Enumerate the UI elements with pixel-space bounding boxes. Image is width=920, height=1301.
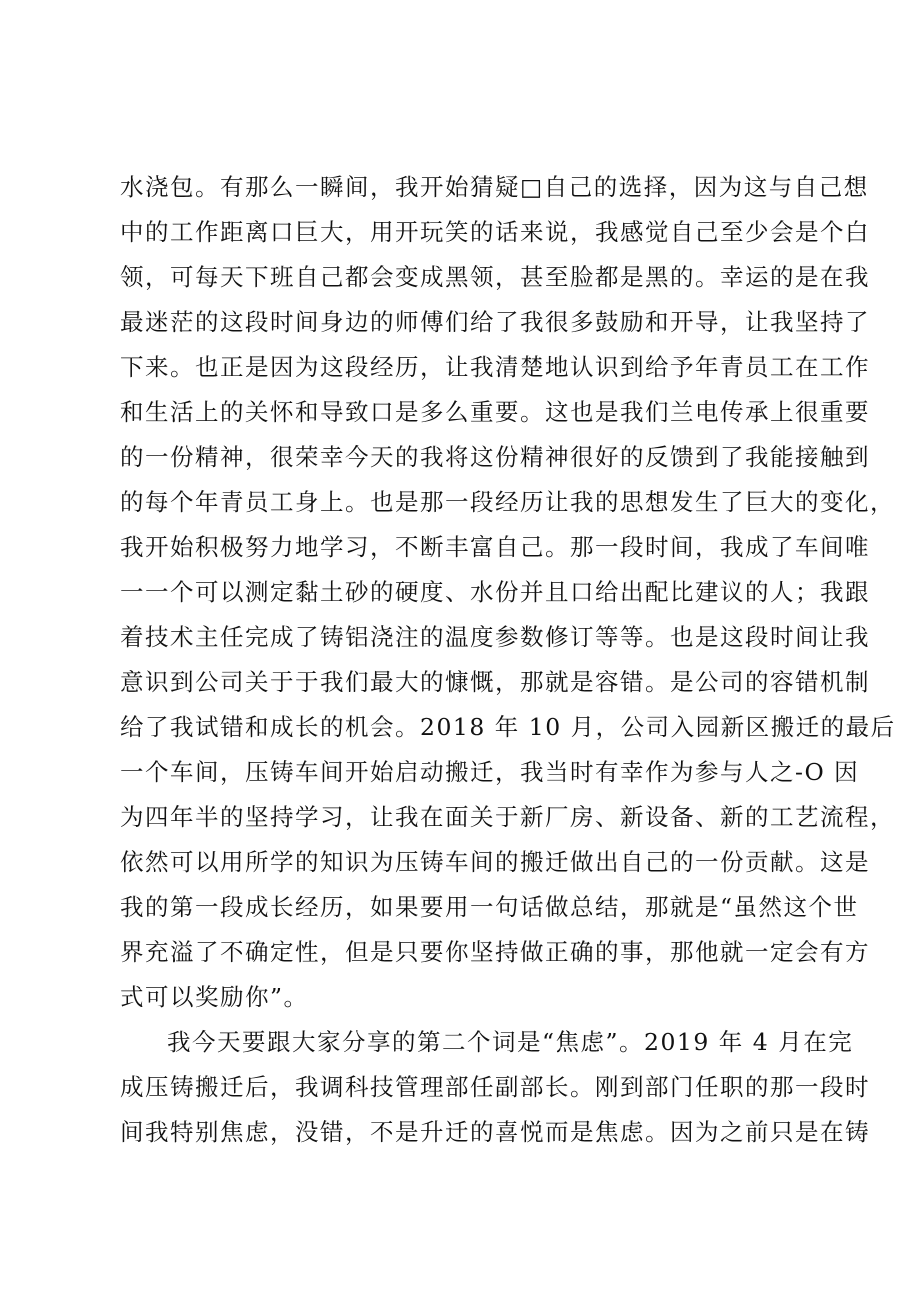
text-line-17: 我的第一段成长经历，如果要用一句话做总结，那就是“虽然这个世: [120, 893, 859, 921]
text-line-11: 着技术主任完成了铸铝浇注的温度参数修订等等。也是这段时间让我: [120, 623, 870, 651]
text-line-12: 意识到公司关于于我们最大的慷慨，那就是容错。是公司的容错机制: [120, 668, 870, 696]
text-line-15: 为四年半的坚持学习，让我在面关于新厂房、新设备、新的工艺流程，: [120, 803, 895, 831]
text-line-19: 式可以奖励你”。: [120, 983, 309, 1011]
text-line-10: 一一个可以测定黏土砂的硬度、水份并且口给出配比建议的人；我跟: [120, 578, 870, 606]
text-line-7: 的一份精神，很荣幸今天的我将这份精神很好的反馈到了我能接触到: [120, 443, 870, 471]
text-line-22: 间我特别焦虑，没错，不是升迁的喜悦而是焦虑。因为之前只是在铸: [120, 1118, 870, 1146]
text-line-18: 界充溢了不确定性，但是只要你坚持做正确的事，那他就一定会有方: [120, 938, 870, 966]
text-line-8: 的每个年青员工身上。也是那一段经历让我的思想发生了巨大的变化，: [120, 488, 895, 516]
text-line-5: 下来。也正是因为这段经历，让我清楚地认识到给予年青员工在工作: [120, 353, 870, 381]
text-line-9: 我开始积极努力地学习，不断丰富自己。那一段时间，我成了车间唯: [120, 533, 870, 561]
text-line-2: 中的工作距离口巨大，用开玩笑的话来说，我感觉自己至少会是个白: [120, 218, 870, 246]
text-line-3: 领，可每天下班自己都会变成黑领，甚至脸都是黑的。幸运的是在我: [120, 263, 870, 291]
text-line-20: 我今天要跟大家分享的第二个词是“焦虑”。2019 年 4 月在完: [167, 1028, 854, 1056]
text-line-21: 成压铸搬迁后，我调科技管理部任副部长。刚到部门任职的那一段时: [120, 1073, 870, 1101]
body-text: [120, 165, 896, 1155]
text-line-6: 和生活上的关怀和导致口是多么重要。这也是我们兰电传承上很重要: [120, 398, 870, 426]
text-line-1: 水浇包。有那么一瞬间，我开始猜疑□自己的选择，因为这与自己想: [120, 173, 869, 201]
text-line-4: 最迷茫的这段时间身边的师傅们给了我很多鼓励和开导，让我坚持了: [120, 308, 870, 336]
text-line-13: 给了我试错和成长的机会。2018 年 10 月，公司入园新区搬迁的最后: [120, 713, 896, 741]
text-line-16: 依然可以用所学的知识为压铸车间的搬迁做出自己的一份贡献。这是: [120, 848, 870, 876]
text-line-14: 一个车间，压铸车间开始启动搬迁，我当时有幸作为参与人之-O 因: [120, 758, 860, 786]
